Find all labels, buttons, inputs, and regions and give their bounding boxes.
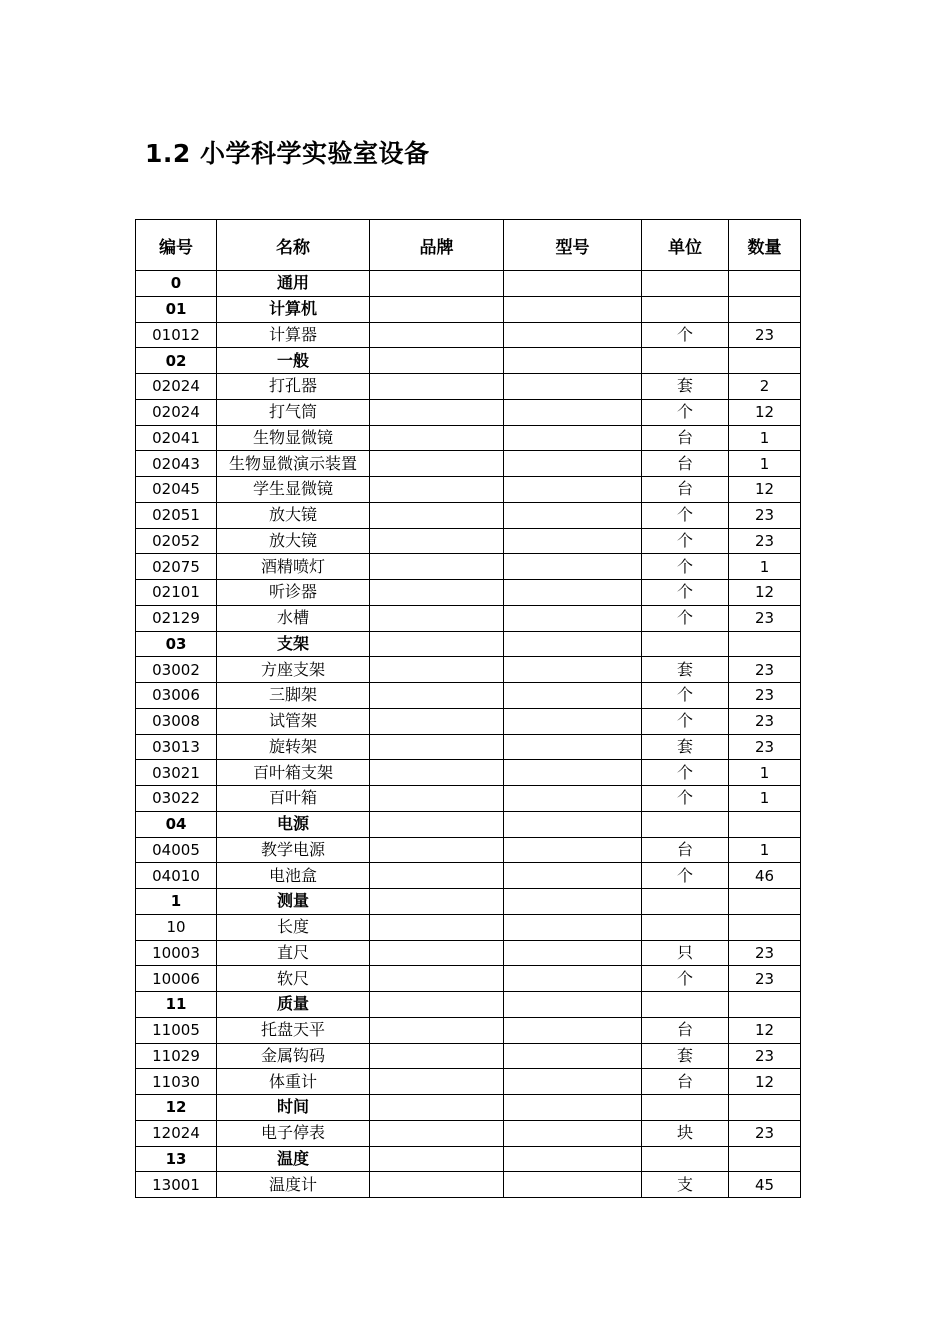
cell-name: 水槽 [217,605,370,631]
cell-brand [370,786,504,812]
cell-unit [642,348,729,374]
cell-brand [370,528,504,554]
cell-name: 学生显微镜 [217,477,370,503]
cell-name: 体重计 [217,1069,370,1095]
cell-brand [370,992,504,1018]
cell-model [504,889,642,915]
cell-quantity [729,914,801,940]
cell-model [504,966,642,992]
cell-quantity: 12 [729,1069,801,1095]
cell-code: 11 [136,992,217,1018]
cell-name: 听诊器 [217,580,370,606]
table-header [136,220,801,271]
cell-quantity: 23 [729,708,801,734]
cell-unit [642,1095,729,1121]
cell-quantity: 23 [729,1043,801,1069]
cell-name: 托盘天平 [217,1017,370,1043]
cell-model [504,477,642,503]
cell-name: 生物显微演示装置 [217,451,370,477]
cell-code: 04 [136,811,217,837]
cell-code: 04005 [136,837,217,863]
category-row [136,1146,801,1172]
table-row [136,940,801,966]
cell-name: 生物显微镜 [217,425,370,451]
page-title: 1.2 小学科学实验室设备 [145,139,430,168]
cell-brand [370,914,504,940]
cell-unit: 支 [642,1172,729,1198]
table-row [136,399,801,425]
cell-name: 教学电源 [217,837,370,863]
cell-name: 支架 [217,631,370,657]
cell-brand [370,1043,504,1069]
category-row [136,992,801,1018]
header-quantity: 数量 [729,220,801,271]
cell-code: 02024 [136,374,217,400]
cell-unit: 个 [642,528,729,554]
cell-code: 02051 [136,502,217,528]
cell-code: 04010 [136,863,217,889]
cell-model [504,914,642,940]
category-row [136,1095,801,1121]
cell-code: 02052 [136,528,217,554]
cell-quantity: 23 [729,657,801,683]
cell-model [504,605,642,631]
cell-quantity [729,631,801,657]
cell-name: 质量 [217,992,370,1018]
cell-model [504,786,642,812]
cell-model [504,348,642,374]
cell-unit: 只 [642,940,729,966]
cell-name: 旋转架 [217,734,370,760]
table-row [136,683,801,709]
cell-model [504,734,642,760]
cell-unit: 台 [642,837,729,863]
cell-quantity: 1 [729,786,801,812]
cell-model [504,811,642,837]
cell-model [504,296,642,322]
cell-name: 金属钩码 [217,1043,370,1069]
cell-model [504,657,642,683]
cell-code: 10 [136,914,217,940]
cell-unit [642,914,729,940]
cell-model [504,760,642,786]
cell-brand [370,1095,504,1121]
cell-quantity: 1 [729,451,801,477]
cell-brand [370,863,504,889]
cell-quantity [729,271,801,297]
table-row [136,657,801,683]
cell-name: 三脚架 [217,683,370,709]
category-row [136,811,801,837]
category-row [136,271,801,297]
cell-quantity: 1 [729,760,801,786]
cell-model [504,271,642,297]
cell-name: 测量 [217,889,370,915]
cell-unit [642,631,729,657]
cell-name: 打气筒 [217,399,370,425]
cell-model [504,425,642,451]
cell-brand [370,631,504,657]
cell-model [504,631,642,657]
cell-unit: 个 [642,760,729,786]
table-row [136,580,801,606]
cell-quantity: 45 [729,1172,801,1198]
cell-unit: 个 [642,502,729,528]
cell-code: 12 [136,1095,217,1121]
cell-quantity: 1 [729,425,801,451]
cell-name: 长度 [217,914,370,940]
cell-quantity: 23 [729,683,801,709]
cell-quantity [729,992,801,1018]
cell-code: 03008 [136,708,217,734]
cell-brand [370,683,504,709]
table-row [136,554,801,580]
table-row [136,451,801,477]
cell-quantity [729,348,801,374]
cell-unit: 台 [642,425,729,451]
cell-model [504,399,642,425]
category-row [136,631,801,657]
cell-name: 直尺 [217,940,370,966]
cell-brand [370,966,504,992]
cell-brand [370,1172,504,1198]
cell-code: 12024 [136,1120,217,1146]
table-row [136,1017,801,1043]
cell-unit [642,296,729,322]
cell-brand [370,554,504,580]
cell-model [504,1146,642,1172]
table-body [136,271,801,1198]
table-row [136,863,801,889]
cell-brand [370,399,504,425]
cell-name: 百叶箱支架 [217,760,370,786]
cell-code: 10003 [136,940,217,966]
cell-quantity [729,1146,801,1172]
cell-code: 02101 [136,580,217,606]
cell-brand [370,605,504,631]
cell-model [504,683,642,709]
cell-quantity: 23 [729,734,801,760]
table-row [136,1043,801,1069]
cell-unit: 个 [642,683,729,709]
cell-code: 03 [136,631,217,657]
cell-code: 11029 [136,1043,217,1069]
cell-code: 11030 [136,1069,217,1095]
cell-model [504,1069,642,1095]
cell-quantity: 23 [729,940,801,966]
cell-brand [370,271,504,297]
header-model: 型号 [504,220,642,271]
cell-model [504,374,642,400]
cell-code: 03002 [136,657,217,683]
cell-unit: 台 [642,1017,729,1043]
header-brand: 品牌 [370,220,504,271]
cell-unit: 套 [642,657,729,683]
cell-code: 01012 [136,322,217,348]
cell-code: 02024 [136,399,217,425]
cell-unit [642,271,729,297]
cell-model [504,863,642,889]
cell-name: 温度 [217,1146,370,1172]
cell-name: 打孔器 [217,374,370,400]
cell-name: 放大镜 [217,528,370,554]
cell-quantity: 12 [729,399,801,425]
table-row [136,425,801,451]
cell-code: 02075 [136,554,217,580]
cell-model [504,528,642,554]
cell-unit: 台 [642,451,729,477]
cell-name: 一般 [217,348,370,374]
cell-code: 11005 [136,1017,217,1043]
cell-name: 电池盒 [217,863,370,889]
cell-name: 软尺 [217,966,370,992]
cell-brand [370,322,504,348]
equipment-table [135,219,801,1198]
cell-code: 0 [136,271,217,297]
category-row [136,889,801,915]
cell-quantity [729,1095,801,1121]
table-row [136,966,801,992]
cell-brand [370,296,504,322]
cell-name: 时间 [217,1095,370,1121]
cell-code: 03022 [136,786,217,812]
table-row [136,1069,801,1095]
cell-name: 通用 [217,271,370,297]
cell-model [504,708,642,734]
cell-model [504,1017,642,1043]
cell-brand [370,580,504,606]
table-row [136,1172,801,1198]
cell-brand [370,889,504,915]
cell-quantity [729,811,801,837]
cell-quantity: 23 [729,502,801,528]
cell-quantity: 46 [729,863,801,889]
cell-brand [370,1120,504,1146]
cell-quantity: 2 [729,374,801,400]
cell-name: 放大镜 [217,502,370,528]
cell-brand [370,477,504,503]
cell-unit: 个 [642,554,729,580]
cell-model [504,554,642,580]
cell-unit: 套 [642,1043,729,1069]
cell-code: 10006 [136,966,217,992]
cell-unit: 块 [642,1120,729,1146]
cell-unit [642,1146,729,1172]
cell-brand [370,811,504,837]
table-row [136,837,801,863]
cell-unit [642,811,729,837]
category-row [136,348,801,374]
cell-brand [370,708,504,734]
cell-code: 03006 [136,683,217,709]
cell-quantity: 23 [729,322,801,348]
cell-unit: 套 [642,374,729,400]
cell-code: 02129 [136,605,217,631]
header-unit: 单位 [642,220,729,271]
cell-quantity [729,296,801,322]
category-row [136,296,801,322]
cell-name: 试管架 [217,708,370,734]
header-row [136,220,801,271]
cell-code: 02043 [136,451,217,477]
table-row [136,605,801,631]
cell-model [504,451,642,477]
cell-brand [370,502,504,528]
cell-unit: 个 [642,966,729,992]
cell-unit: 台 [642,477,729,503]
cell-unit [642,992,729,1018]
table-row [136,322,801,348]
cell-brand [370,760,504,786]
cell-quantity: 23 [729,605,801,631]
table-row [136,708,801,734]
table-row [136,528,801,554]
cell-model [504,580,642,606]
cell-model [504,1172,642,1198]
cell-unit: 套 [642,734,729,760]
cell-model [504,322,642,348]
cell-code: 03013 [136,734,217,760]
cell-brand [370,374,504,400]
cell-name: 温度计 [217,1172,370,1198]
cell-unit: 个 [642,322,729,348]
cell-unit: 个 [642,399,729,425]
cell-quantity: 12 [729,477,801,503]
cell-quantity: 23 [729,1120,801,1146]
cell-unit [642,889,729,915]
cell-brand [370,657,504,683]
cell-model [504,502,642,528]
cell-brand [370,940,504,966]
cell-model [504,1095,642,1121]
cell-quantity: 12 [729,1017,801,1043]
table-row [136,914,801,940]
cell-model [504,1120,642,1146]
cell-name: 百叶箱 [217,786,370,812]
table-row [136,502,801,528]
cell-code: 01 [136,296,217,322]
cell-unit: 个 [642,605,729,631]
cell-unit: 个 [642,786,729,812]
cell-code: 02 [136,348,217,374]
cell-unit: 个 [642,863,729,889]
cell-name: 方座支架 [217,657,370,683]
cell-name: 计算机 [217,296,370,322]
cell-quantity: 23 [729,528,801,554]
table-row [136,477,801,503]
cell-name: 酒精喷灯 [217,554,370,580]
cell-code: 03021 [136,760,217,786]
cell-quantity: 1 [729,554,801,580]
cell-name: 计算器 [217,322,370,348]
cell-quantity: 12 [729,580,801,606]
cell-brand [370,425,504,451]
cell-brand [370,837,504,863]
cell-name: 电子停表 [217,1120,370,1146]
cell-model [504,1043,642,1069]
cell-code: 02045 [136,477,217,503]
table-row [136,734,801,760]
header-name: 名称 [217,220,370,271]
cell-unit: 个 [642,580,729,606]
cell-code: 13001 [136,1172,217,1198]
table-row [136,760,801,786]
cell-model [504,940,642,966]
cell-brand [370,734,504,760]
cell-unit: 个 [642,708,729,734]
cell-unit: 台 [642,1069,729,1095]
cell-code: 1 [136,889,217,915]
cell-quantity [729,889,801,915]
cell-brand [370,1017,504,1043]
cell-quantity: 1 [729,837,801,863]
table-row [136,786,801,812]
header-code: 编号 [136,220,217,271]
cell-brand [370,1069,504,1095]
cell-model [504,992,642,1018]
cell-code: 13 [136,1146,217,1172]
cell-brand [370,348,504,374]
cell-model [504,837,642,863]
cell-name: 电源 [217,811,370,837]
table-row [136,1120,801,1146]
cell-code: 02041 [136,425,217,451]
cell-quantity: 23 [729,966,801,992]
cell-brand [370,451,504,477]
table-row [136,374,801,400]
cell-brand [370,1146,504,1172]
